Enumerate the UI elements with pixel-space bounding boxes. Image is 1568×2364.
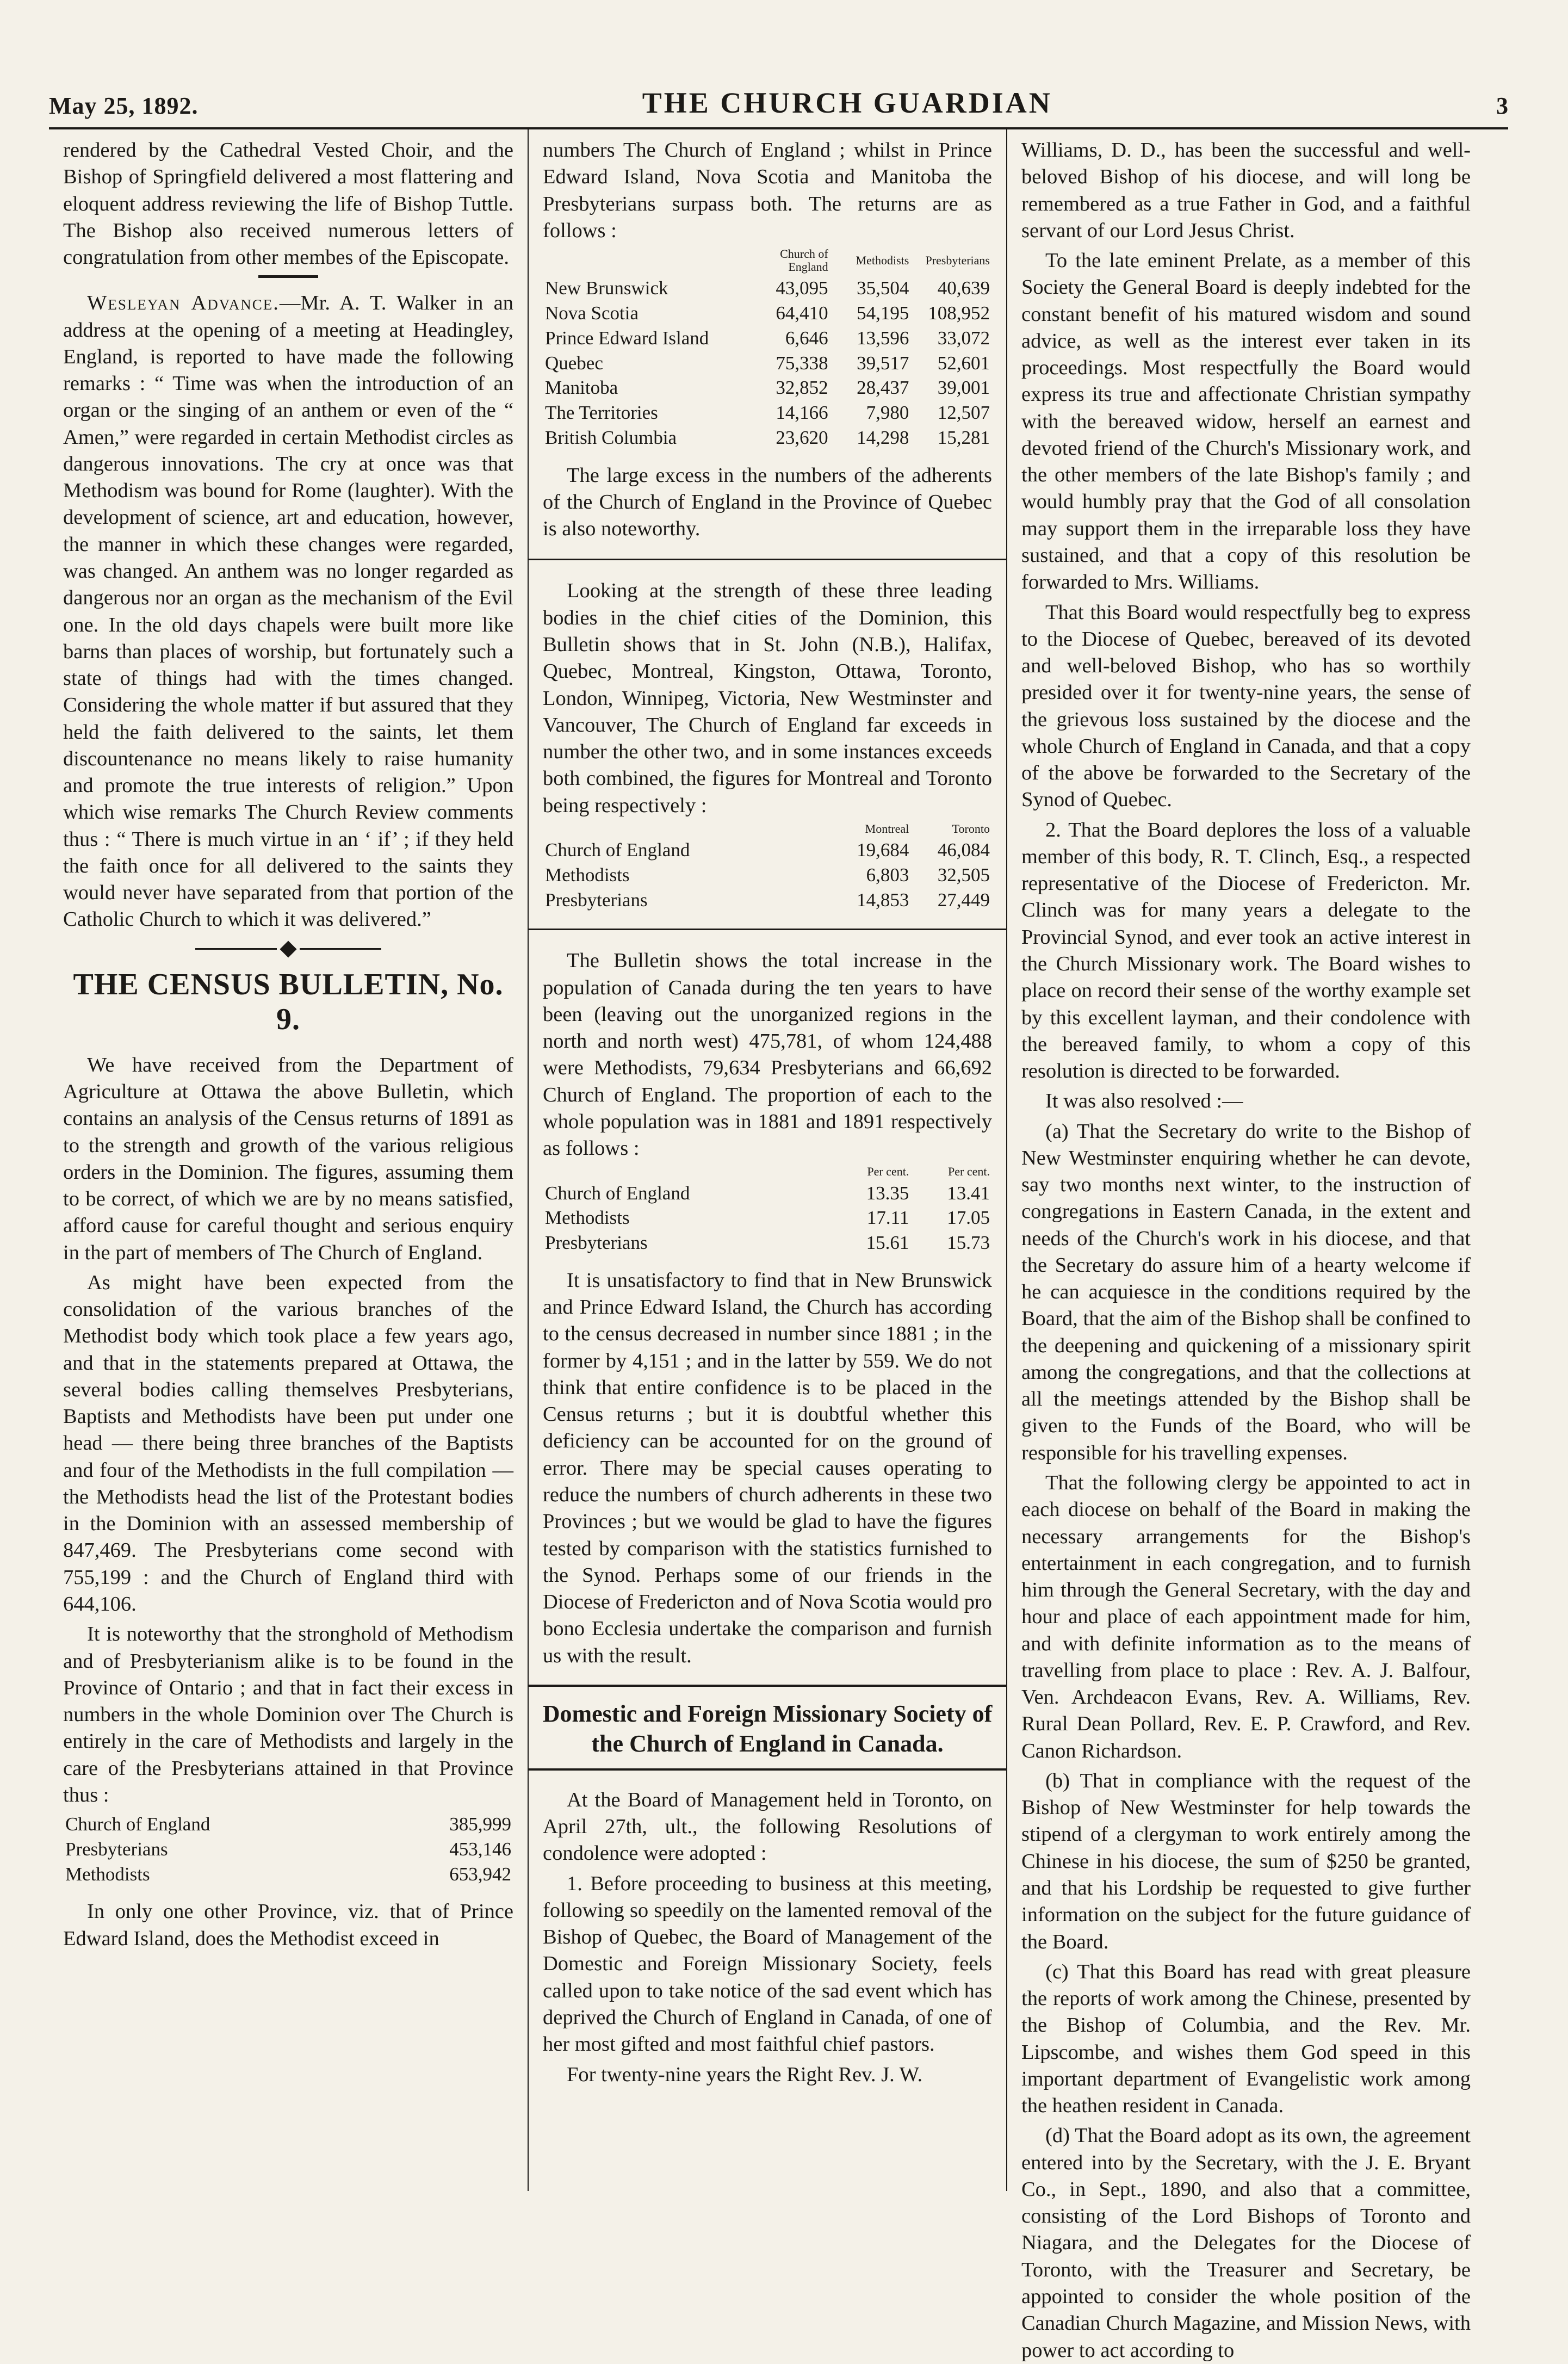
table-row: Church of England 13.35 13.41: [545, 1182, 990, 1204]
section-divider: [529, 929, 1006, 930]
columns: [49, 129, 1508, 2362]
quebec-paragraph: The large excess in the numbers of the adherents of the Church of England in the Province of Quebec is also noteworthy.: [543, 463, 992, 541]
header-date: May 25, 1892.: [49, 92, 199, 119]
provinces-intro: numbers The Church of England ; whilst in Prince Edward Island, Nova Scotia and Manitoba the Presbyterians surpass both. The returns are as follows :: [543, 139, 992, 242]
resolution-b-paragraph: (b) That in compliance with the request of the Bishop of New Westminster for help towards the stipend of a clergyman to work entirely among the Chinese in his diocese, the sum of $250 be granted, and that his Lordship be requested to give further information on the subject for the future guidance of the Board.: [1021, 1769, 1471, 1953]
header-page-number: 3: [1496, 92, 1508, 119]
resolution-c-paragraph: (c) That this Board has read with great pleasure the reports of work among the Chinese, presented by the Bishop of Columbia, and the Rev. Mr. Lipscombe, and wishes them God speed in this important department of Evangelistic work among the heathen resident in Canada.: [1021, 1960, 1471, 2118]
cathedral-paragraph: rendered by the Cathedral Vested Choir, and the Bishop of Springfield delivered a most flattering and eloquent address reviewing the life of Bishop Tuttle. The Bishop also received numerous letters of congratulation from other membes of the Episcopate.: [63, 139, 513, 269]
resolution-a-paragraph: (a) That the Secretary do write to the Bishop of New Westminster enquiring whether he can devote, say two months next winter, to the instruction of congregations in Eastern Canada, in the extent and needs of the Church's work in his diocese, and that the Secretary do assure him of a hearty welcome if he can acquiesce in the conditions required by the Board, that the aim of the Bishop shall be confined to the deepening and quickening of a missionary spirit among the congregations, and that the collections at all the meetings attended by the Bishop shall be given to the Funds of the Board, who will be responsible for his travelling expenses.: [1021, 1119, 1471, 1464]
column-1: [49, 129, 528, 2191]
wesleyan-heading: Wesleyan Advance.: [87, 292, 280, 315]
also-resolved-line: It was also resolved :—: [1045, 1090, 1243, 1113]
percent-table: Per cent. Per cent. Church of England 13.35 13.41 Methodists 17.11 17.05 Presbyterians 15.61 15.73: [543, 1165, 992, 1255]
clinch-paragraph: 2. That the Board deplores the loss of a valuable member of this body, R. T. Clinch, Esq., a respected representative of the Diocese of Fredericton. Mr. Clinch was for many years a delegate to the Provincial Synod, and ever took an active interest in the Church Missionary work. The Board wishes to place on record their sense of the worthy example set by this excellent layman, and their condolence with the bereaved family, to whom a copy of this resolution is directed to be forwarded.: [1021, 818, 1471, 1083]
table-row: Presbyterians 15.61 15.73: [545, 1232, 990, 1254]
table-row: Nova Scotia 64,410 54,195 108,952: [545, 302, 990, 324]
diocese-quebec-paragraph: That this Board would respectfully beg to express to the Diocese of Quebec, bereaved of its devoted and well-beloved Bishop, who has so worthily presided over it for twenty-nine years, the sense of the grievous loss sustained by the diocese and the whole Church of England in Canada, and that a copy of the above be forwarded to the Secretary of the Synod of Quebec.: [1021, 601, 1471, 812]
table-row: Church of England 385,999: [65, 1814, 511, 1835]
cities-paragraph: Looking at the strength of these three leading bodies in the chief cities of the Dominion, this Bulletin shows that in St. John (N.B.), Halifax, Quebec, Montreal, Kingston, Ottawa, Toronto, London, Winnipeg, Victoria, New Westminster and Vancouver, The Church of England far exceeds in number the other two, and in some instances exceeds both combined, the figures for Montreal and Toronto being respectively :: [543, 579, 992, 817]
census-paragraph-3: It is noteworthy that the stronghold of Methodism and of Presbyterianism alike is to be found in the Province of Ontario ; and that in fact their excess in numbers in the whole Dominion over The Church is entirely in the care of Methodists and largely in the care of the Presbyterians attained in that Province thus :: [63, 1623, 513, 1806]
table-row: New Brunswick 43,095 35,504 40,639: [545, 277, 990, 299]
census-paragraph-4: In only one other Province, viz. that of Prince Edward Island, does the Methodist exceed in: [63, 1900, 513, 1950]
ornamental-separator: [63, 943, 513, 955]
table-row: British Columbia 23,620 14,298 15,281: [545, 426, 990, 448]
table-row: Prince Edward Island 6,646 13,596 33,072: [545, 327, 990, 349]
decrease-paragraph: It is unsatisfactory to find that in New Brunswick and Prince Edward Island, the Church has according to the census decreased in number since 1881 ; in the former by 4,151 ; and in the latter by 559. We do not think that entire confidence is to be placed in the Census returns ; but it is doubtful whether this deficiency can be accounted for on the ground of error. There may be special causes operating to reduce the numbers of church adherents in these two Provinces ; but we would be glad to have the figures tested by comparison with the statistics furnished to the Synod. Perhaps some of our friends in the Diocese of Fredericton and of Nova Scotia would pro bono Ecclesia undertake the comparison and furnish us with the result.: [543, 1268, 992, 1667]
section-divider: [529, 559, 1006, 560]
resolution-d-paragraph: (d) That the Board adopt as its own, the agreement entered into by the Secretary, with the J. E. Bryant Co., in Sept., 1890, and also that a committee, consisting of the Lord Bishops of Toronto and Niagara, and the Delegates for the Diocese of Toronto, with the Treasurer and Secretary, be appointed to consider the whole position of the Canadian Church Magazine, and Mission News, with power to act according to: [1021, 2124, 1471, 2362]
table-row: Presbyterians 14,853 27,449: [545, 889, 990, 911]
table-row: Quebec 75,338 39,517 52,601: [545, 352, 990, 374]
wesleyan-paragraph: [63, 290, 513, 933]
census-bulletin-heading: THE CENSUS BULLETIN, No. 9.: [73, 967, 504, 1036]
column-2: [528, 129, 1006, 2191]
column-3: [1006, 129, 1485, 2362]
short-separator: [258, 275, 318, 278]
twenty-nine-years-paragraph: For twenty-nine years the Right Rev. J. W.: [567, 2063, 923, 2086]
cities-table: Montreal Toronto Church of England 19,684 46,084 Methodists 6,803 32,505 Presbyterians 14,853 27,449: [543, 822, 992, 912]
provinces-table: Church of England Methodists Presbyterians New Brunswick 43,095 35,504 40,639 Nova Scotia 64,410 54,195 108,952 Prince Edward Island 6,646 13,596 33,072 Quebec 75,338 39,517 52,601 Manitoba 32,852 28,437 39,001 The Territories 14,166 7,980 12,507 British Columbia 23,620 14,298 15,281: [543, 247, 992, 450]
table-row: Methodists 653,942: [65, 1863, 511, 1885]
prelate-paragraph: To the late eminent Prelate, as a member of this Society the General Board is deeply indebted for the constant benefit of his matured wisdom and sound advice, as well as the interest ever taken in its proceedings. Most respectfully the Board would express its true and affectionate Christian sympathy with the bereaved widow, herself an earnest and devoted friend of the Church's Missionary work, and the other members of the late Bishop's family ; and would humbly pray that the God of all consolation may support them in the irreparable loss they have sustained, and that a copy of this resolution be forwarded to Mrs. Williams.: [1021, 249, 1471, 594]
resolution-1-paragraph: 1. Before proceeding to business at this meeting, following so speedily on the lamented removal of the Bishop of Quebec, the Board of Management of the Domestic and Foreign Missionary Society, feels called upon to take notice of the sad event which has deprived the Church of England in Canada, of one of her most gifted and most faithful chief pastors.: [543, 1872, 992, 2056]
increase-paragraph: The Bulletin shows the total increase in the population of Canada during the ten years to have been (leaving out the unorganized regions in the north and north west) 475,781, of whom 124,488 were Methodists, 79,634 Presbyterians and 66,692 Church of England. The proportion of each to the whole population was in 1881 and 1891 respectively as follows :: [543, 949, 992, 1160]
census-paragraph-1: We have received from the Department of Agriculture at Ottawa the above Bulletin, which contains an analysis of the Census returns of 1891 as to the strength and growth of the various religious orders in the Dominion. The figures, assuming them to be correct, of which we are by no means satisfied, afford cause for careful thought and serious enquiry in the part of members of The Church of England.: [63, 1053, 513, 1264]
williams-paragraph: Williams, D. D., has been the successful and well-beloved Bishop of his diocese, and will long be remembered as a true Father in God, and a faithful servant of our Lord Jesus Christ.: [1021, 139, 1471, 242]
table-row: Presbyterians 453,146: [65, 1838, 511, 1860]
missionary-society-heading: Domestic and Foreign Missionary Society of the Church of England in Canada.: [529, 1685, 1006, 1771]
table-row: Manitoba 32,852 28,437 39,001: [545, 377, 990, 399]
table-row: Church of England 19,684 46,084: [545, 839, 990, 861]
census-paragraph-2: As might have been expected from the consolidation of the various branches of the Methodist body which took place a few years ago, and that in the statements prepared at Ottawa, the several bodies calling themselves Presbyterians, Baptists and Methodists have been put under one head — there being three branches of the Baptists and four of the Methodists in the full compilation — the Methodists head the list of the Protestant bodies in the Dominion with an assessed membership of 847,469. The Presbyterians come second with 755,199 : and the Church of England third with 644,106.: [63, 1271, 513, 1616]
header-title: THE CHURCH GUARDIAN: [642, 86, 1052, 119]
table-row: Methodists 17.11 17.05: [545, 1207, 990, 1229]
table-row: The Territories 14,166 7,980 12,507: [545, 402, 990, 424]
wesleyan-text: —Mr. A. T. Walker in an address at the opening of a meeting at Headingley, England, is reported to have made the following remarks : “ Time was when the introduction of an organ or the singing of an anthem or even of the “ Amen,” were regarded in certain Methodist circles as dangerous innovations. The cry at once was that Methodism was bound for Rome (laughter). With the development of science, art and education, however, the manner in which these changes were regarded, was changed. An anthem was no longer regarded as dangerous nor an organ as the mechanism of the Evil one. In the old days chapels were built more like barns than places of worship, but fortunately such a state of things had with the times changed. Considering the whole matter if but assured that they held the faith delivered to the saints, let them discountenance no means likely to raise humanity and promote the true interests of religion.” Upon which wise remarks The Church Review comments thus : “ There is much virtue in an ‘ if’ ; if they held the faith once for all delivered to the saints they would never have separated from that portion of the Catholic Church to which it was delivered.”: [63, 292, 513, 931]
board-paragraph: At the Board of Management held in Toronto, on April 27th, ult., the following Resolutions of condolence were adopted :: [543, 1788, 992, 1865]
ontario-table: [63, 1812, 513, 1886]
table-row: Methodists 6,803 32,505: [545, 864, 990, 886]
page-header: [49, 82, 1508, 120]
clergy-paragraph: That the following clergy be appointed to act in each diocese on behalf of the Board in making the necessary arrangements for the Bishop's entertainment in each congregation, and to furnish him through the General Secretary, with the day and hour and place of each appointment made for him, and with definite information as to the means of travelling from place to place : Rev. A. J. Balfour, Ven. Archdeacon Evans, Rev. A. Williams, Rev. Rural Dean Pollard, Rev. E. P. Crawford, and Rev. Canon Richardson.: [1021, 1471, 1471, 1762]
